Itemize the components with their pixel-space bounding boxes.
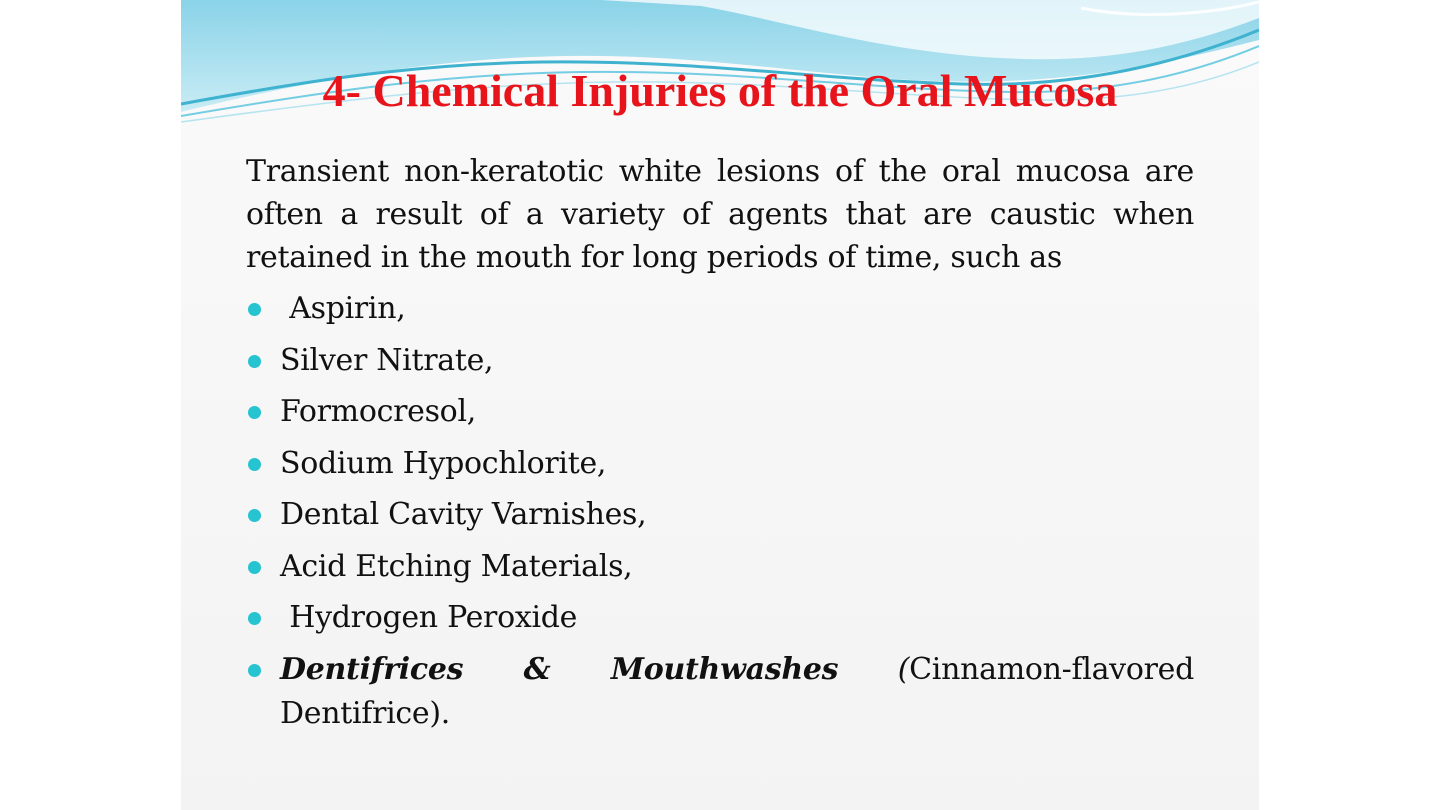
- list-item: [246, 493, 1194, 537]
- list-item-text: Aspirin,: [280, 291, 406, 326]
- list-item: [246, 545, 1194, 589]
- list-item-text: Silver Nitrate,: [280, 342, 494, 378]
- list-item-text: Dental Cavity Varnishes,: [280, 497, 647, 532]
- list-item-text: Cinnamon-flavored Dentifrice).: [280, 651, 1194, 731]
- intro-paragraph: Transient non-keratotic white lesions of the oral mucosa are often a result of a variety of agents that are caustic when retained in the mouth for long periods of time, such as: [246, 154, 1194, 275]
- bullet-icon: [248, 406, 261, 419]
- list-item-text: Sodium Hypochlorite,: [280, 445, 607, 481]
- slide-title: 4- Chemical Injuries of the Oral Mucosa: [322, 65, 1118, 116]
- open-paren: (: [897, 651, 910, 687]
- list-item: [246, 442, 1194, 486]
- bullet-icon: [248, 303, 261, 316]
- list-item-text: Acid Etching Materials,: [280, 548, 633, 584]
- list-item: [246, 390, 1194, 434]
- emphasis-text: Dentifrices & Mouthwashes: [280, 651, 839, 687]
- list-item-text: Formocresol,: [280, 394, 476, 429]
- bullet-icon: [248, 561, 261, 574]
- bullet-icon: [248, 612, 261, 625]
- slide-body: [246, 150, 1194, 743]
- bullet-icon: [248, 664, 261, 677]
- bullet-icon: [248, 458, 261, 471]
- list-item: [246, 339, 1194, 383]
- bullet-icon: [248, 509, 261, 522]
- list-item-text: Hydrogen Peroxide: [280, 600, 578, 635]
- list-item: [246, 287, 1194, 331]
- bullet-list: [246, 287, 1194, 736]
- slide: [181, 0, 1259, 810]
- bullet-icon: [248, 355, 261, 368]
- list-item: [246, 596, 1194, 640]
- list-item-dentifrices: [246, 648, 1194, 736]
